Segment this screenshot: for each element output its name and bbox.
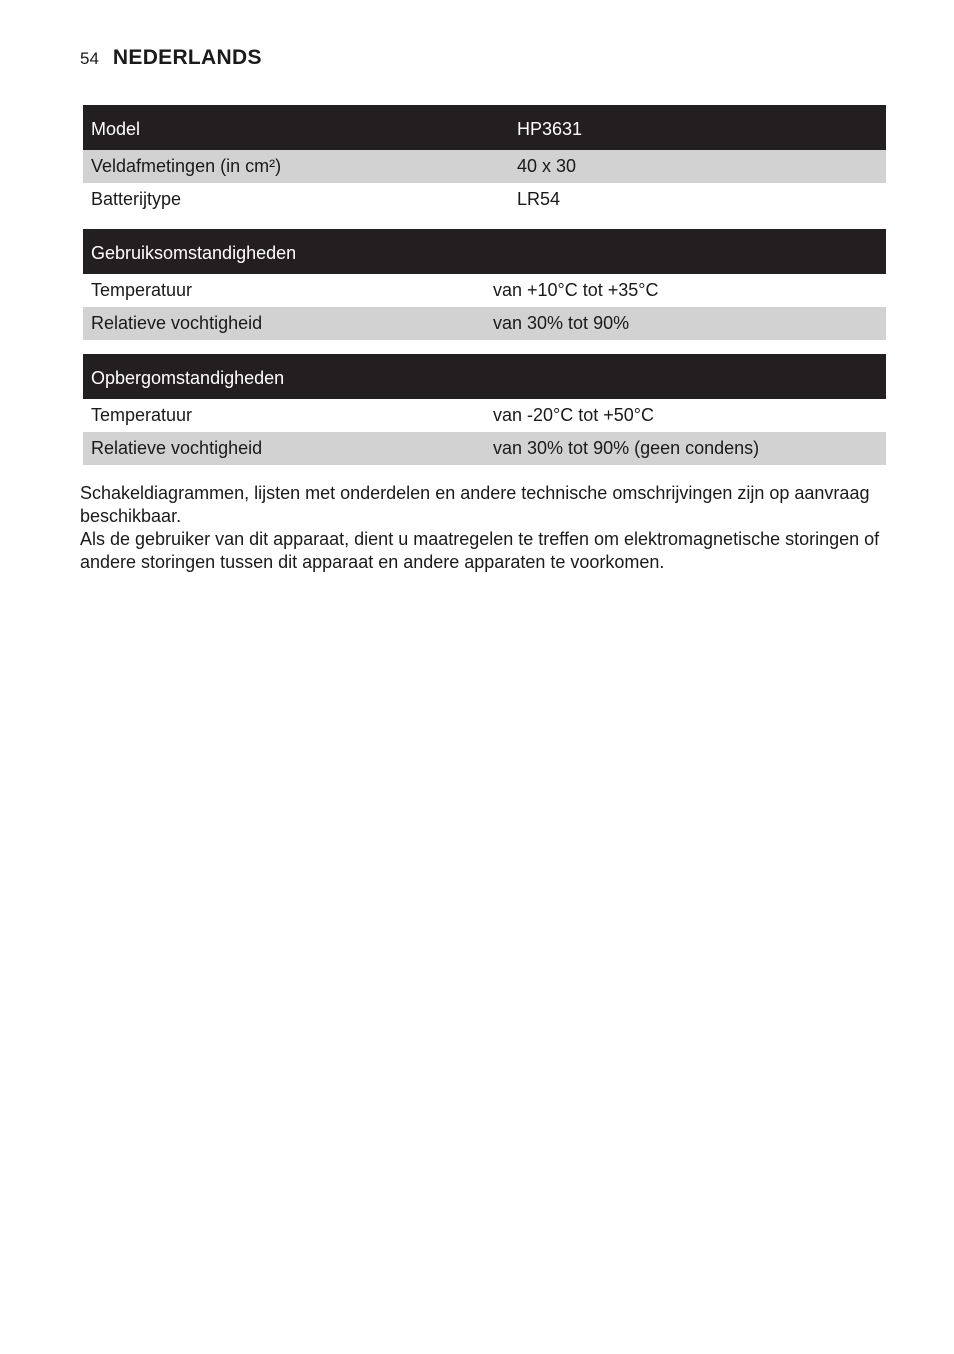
table-header-row: [83, 229, 886, 274]
row-value: LR54: [517, 189, 561, 209]
row-value: van +10°C tot +35°C: [493, 280, 659, 300]
table-row: [83, 183, 886, 216]
row-value: 40 x 30: [509, 150, 886, 183]
row-label: Veldafmetingen (in cm²): [83, 150, 509, 183]
table-header-value: [485, 229, 886, 274]
row-label: Temperatuur: [91, 280, 193, 300]
table-row: [83, 432, 886, 465]
table-header-label: Opbergomstandigheden: [83, 354, 485, 399]
row-label: Relatieve vochtigheid: [83, 307, 485, 340]
row-value: van 30% tot 90% (geen condens): [485, 432, 886, 465]
table-row: [83, 274, 886, 307]
row-label: Relatieve vochtigheid: [83, 432, 485, 465]
row-value: van 30% tot 90%: [485, 307, 886, 340]
row-value: van -20°C tot +50°C: [493, 405, 654, 425]
page-number: 54: [80, 49, 99, 68]
page-header: [80, 46, 262, 76]
row-label: Batterijtype: [91, 189, 182, 209]
table-header-value: [485, 354, 886, 399]
table-row: [83, 399, 886, 432]
notes-section: [80, 482, 880, 574]
note-paragraph: Schakeldiagrammen, lijsten met onderdelen en andere technische omschrijvingen zijn op aanvraag beschikbaar.: [80, 483, 870, 526]
spec-table-model: [83, 105, 886, 216]
page-title: NEDERLANDS: [112, 46, 262, 69]
table-header-row: [83, 354, 886, 399]
table-header-value: HP3631: [509, 105, 886, 150]
table-header-label: Model: [83, 105, 509, 150]
table-row: [83, 307, 886, 340]
table-row: [83, 150, 886, 183]
row-label: Temperatuur: [91, 405, 193, 425]
table-header-row: [83, 105, 886, 150]
table-header-label: Gebruiksomstandigheden: [83, 229, 485, 274]
note-paragraph: Als de gebruiker van dit apparaat, dient u maatregelen te treffen om elektromagnetische storingen of andere storingen tussen dit apparaat en andere apparaten te voorkomen.: [80, 529, 880, 572]
spec-table-usage-conditions: [83, 229, 886, 340]
spec-table-storage-conditions: [83, 354, 886, 465]
